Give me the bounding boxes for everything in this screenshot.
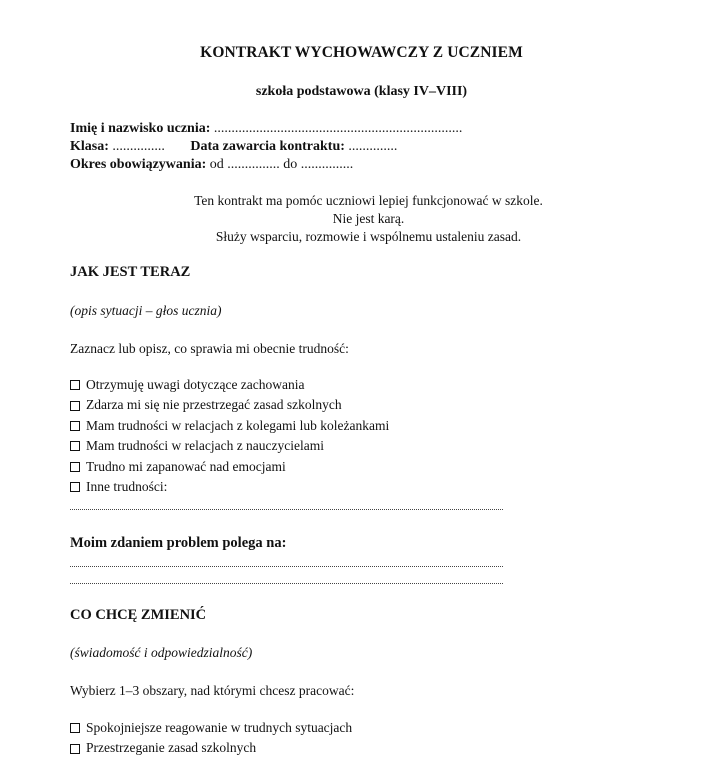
- checklist-item[interactable]: [70, 395, 389, 415]
- validity-period-label: Okres obowiązywania:: [70, 157, 207, 172]
- problem-blank-line[interactable]: [70, 583, 503, 584]
- checkbox-icon[interactable]: [70, 462, 80, 472]
- section-note-change: (świadomość i odpowiedzialność): [70, 645, 253, 660]
- checklist-item[interactable]: [70, 718, 352, 738]
- checklist-item[interactable]: [70, 477, 389, 497]
- document-subtitle: szkoła podstawowa (klasy IV–VIII): [255, 84, 468, 99]
- period-to-blank[interactable]: ...............: [300, 157, 354, 172]
- difficulties-checklist: [70, 375, 389, 497]
- checklist-item[interactable]: [70, 457, 389, 477]
- checkbox-icon[interactable]: [70, 380, 80, 390]
- checkbox-icon[interactable]: [70, 441, 80, 451]
- section-prompt-current: Zaznacz lub opisz, co sprawia mi obecnie trudność:: [70, 341, 349, 356]
- checklist-item-label: Otrzymuję uwagi dotyczące zachowania: [86, 377, 305, 392]
- class-label: Klasa:: [70, 139, 109, 154]
- period-from-blank[interactable]: ...............: [227, 157, 280, 172]
- checklist-item[interactable]: [70, 375, 389, 395]
- section-heading-change: CO CHCĘ ZMIENIĆ: [70, 607, 207, 623]
- checklist-item[interactable]: [70, 416, 389, 436]
- change-areas-checklist: [70, 718, 352, 759]
- checklist-item-label: Trudno mi zapanować nad emocjami: [86, 458, 286, 474]
- class-blank[interactable]: ...............: [112, 139, 165, 154]
- other-difficulties-blank-line[interactable]: [70, 509, 503, 510]
- intro-line: Służy wsparciu, rozmowie i wspólnemu ustaleniu zasad.: [215, 229, 522, 244]
- checkbox-icon[interactable]: [70, 482, 80, 492]
- period-from-text: od: [209, 157, 224, 172]
- student-name-line: [70, 120, 462, 138]
- checklist-item-label: Inne trudności:: [86, 479, 168, 495]
- checklist-item-label: Przestrzeganie zasad szkolnych: [86, 740, 257, 756]
- section-heading-current: JAK JEST TERAZ: [70, 264, 191, 280]
- checkbox-icon[interactable]: [70, 723, 80, 733]
- checklist-item-label: Mam trudności w relacjach z kolegami lub koleżankami: [86, 417, 390, 433]
- class-date-line: [70, 138, 397, 156]
- student-name-label: Imię i nazwisko ucznia:: [70, 121, 211, 136]
- problem-blank-line[interactable]: [70, 566, 503, 567]
- checklist-item-label: Zdarza mi się nie przestrzegać zasad szkolnych: [86, 397, 342, 413]
- contract-date-blank[interactable]: ..............: [348, 139, 398, 154]
- checkbox-icon[interactable]: [70, 421, 80, 431]
- contract-date-label: Data zawarcia kontraktu:: [190, 139, 345, 154]
- intro-line: Nie jest karą.: [332, 211, 405, 226]
- checkbox-icon[interactable]: [70, 744, 80, 754]
- section-note-current: (opis sytuacji – głos ucznia): [70, 303, 222, 318]
- problem-label: Moim zdaniem problem polega na:: [70, 535, 287, 551]
- checklist-item[interactable]: [70, 436, 389, 456]
- checklist-item-label: Mam trudności w relacjach z nauczycielami: [86, 438, 325, 454]
- checklist-item-label: Spokojniejsze reagowanie w trudnych sytuacjach: [86, 720, 353, 735]
- checkbox-icon[interactable]: [70, 401, 80, 411]
- document-title: KONTRAKT WYCHOWAWCZY Z UCZNIEM: [200, 44, 523, 61]
- intro-line: Ten kontrakt ma pomóc uczniowi lepiej funkcjonować w szkole.: [194, 193, 543, 208]
- section-prompt-change: Wybierz 1–3 obszary, nad którymi chcesz pracować:: [70, 683, 355, 698]
- checklist-item[interactable]: [70, 738, 352, 758]
- student-name-blank[interactable]: .......................................................................: [213, 121, 463, 136]
- intro-paragraph: [0, 192, 723, 246]
- validity-period-line: [70, 156, 353, 174]
- period-to-text: do: [283, 157, 298, 172]
